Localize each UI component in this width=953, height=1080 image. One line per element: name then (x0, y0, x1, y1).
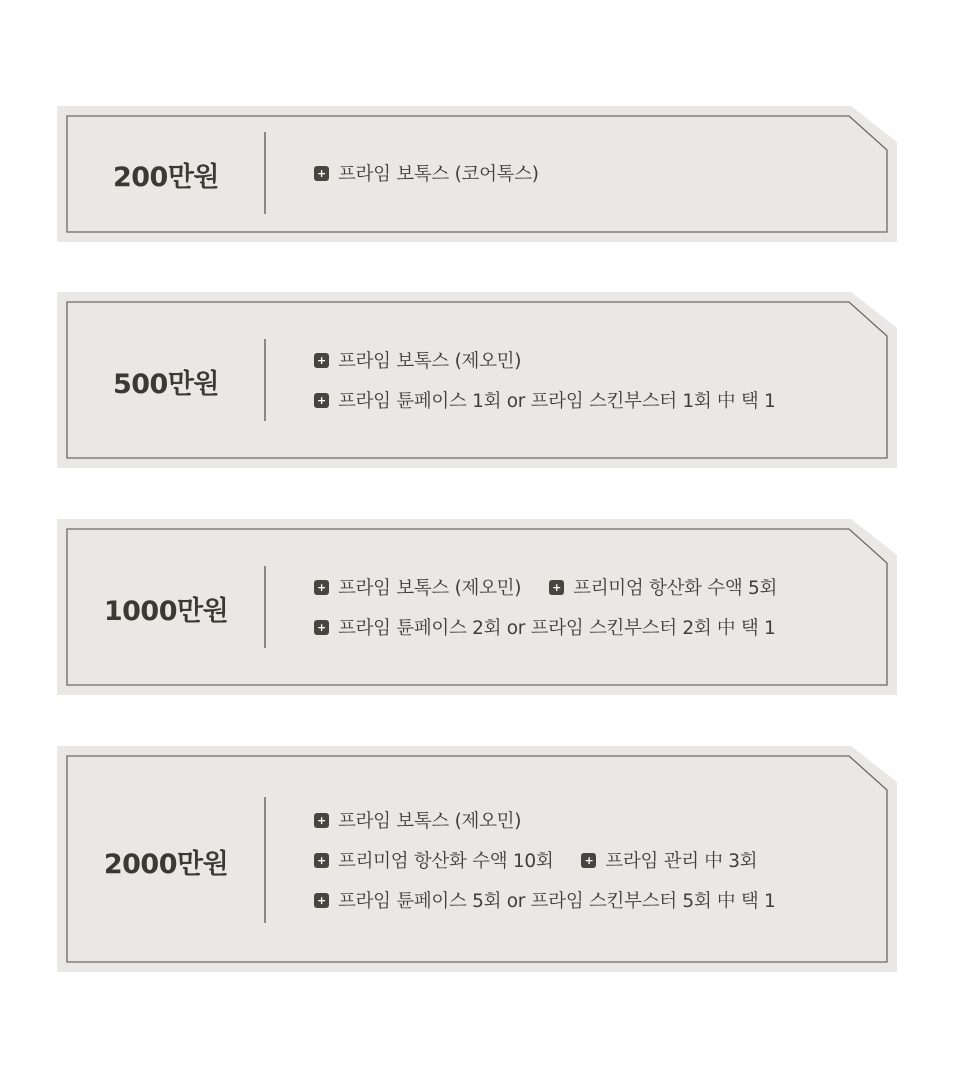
price-tier-card (57, 106, 897, 242)
tier-price: 500만원 (112, 369, 220, 400)
benefit-item (549, 574, 777, 600)
plus-square-icon: + (314, 813, 329, 828)
benefit-line (314, 380, 775, 420)
benefit-text: 프라임 보톡스 (제오민) (338, 351, 522, 372)
benefit-list (314, 153, 539, 193)
benefit-text: 프라임 보톡스 (제오민) (338, 578, 522, 599)
benefit-item (314, 387, 775, 413)
benefit-line (314, 840, 775, 880)
plus-square-icon: + (314, 580, 329, 595)
plus-square-icon: + (314, 166, 329, 181)
benefit-text: 프라임 튠페이스 5회 or 프라임 스킨부스터 5회 中 택 1 (338, 891, 776, 912)
benefit-item (314, 614, 775, 640)
tier-price: 2000만원 (103, 849, 229, 880)
price-tier-card (57, 519, 897, 695)
plus-square-icon: + (314, 893, 329, 908)
price-tier-card (57, 746, 897, 972)
benefit-text: 프리미엄 항산화 수액 5회 (573, 578, 778, 599)
benefit-list (314, 340, 775, 420)
benefit-text: 프라임 튠페이스 2회 or 프라임 스킨부스터 2회 中 택 1 (338, 618, 776, 639)
benefit-text: 프리미엄 항산화 수액 10회 (338, 851, 554, 872)
divider (264, 797, 266, 923)
plus-square-icon: + (549, 580, 564, 595)
benefit-item (314, 807, 521, 833)
divider (264, 339, 266, 421)
benefit-item (314, 887, 775, 913)
benefit-item (314, 160, 539, 186)
benefit-item (314, 574, 521, 600)
benefit-list (314, 567, 777, 647)
benefit-line (314, 567, 777, 607)
price-tier-card (57, 292, 897, 468)
plus-square-icon: + (314, 393, 329, 408)
benefit-list (314, 800, 775, 920)
benefit-item (581, 847, 757, 873)
tier-price: 200만원 (112, 162, 220, 193)
benefit-line (314, 800, 775, 840)
benefit-line (314, 153, 539, 193)
benefit-line (314, 607, 777, 647)
divider (264, 132, 266, 214)
tier-price: 1000만원 (103, 596, 229, 627)
benefit-item (314, 347, 521, 373)
benefit-text: 프라임 관리 中 3회 (605, 851, 758, 872)
plus-square-icon: + (314, 853, 329, 868)
benefit-item (314, 847, 553, 873)
benefit-line (314, 880, 775, 920)
divider (264, 566, 266, 648)
benefit-text: 프라임 보톡스 (제오민) (338, 811, 522, 832)
benefit-text: 프라임 튠페이스 1회 or 프라임 스킨부스터 1회 中 택 1 (338, 391, 776, 412)
plus-square-icon: + (314, 353, 329, 368)
plus-square-icon: + (314, 620, 329, 635)
benefit-line (314, 340, 775, 380)
benefit-text: 프라임 보톡스 (코어톡스) (338, 164, 539, 185)
plus-square-icon: + (581, 853, 596, 868)
